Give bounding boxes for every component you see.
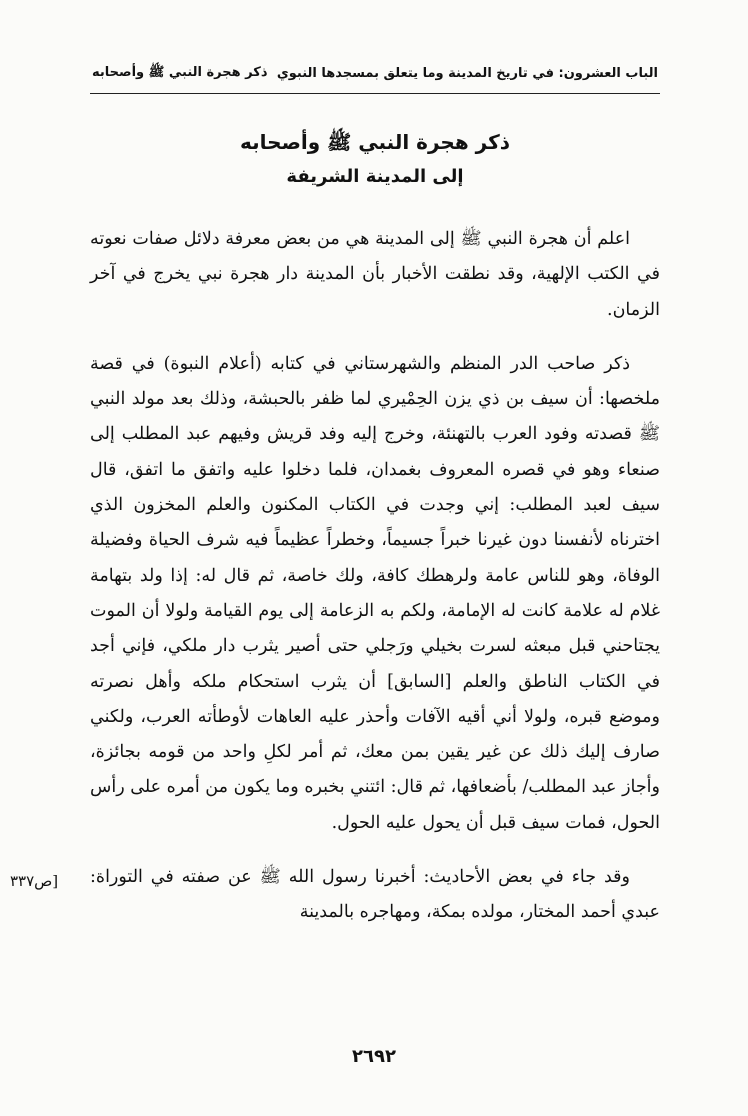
section-title [90, 124, 660, 194]
paragraph-3: وقد جاء في بعض الأحاديث: أخبرنا رسول الله ﷺ عن صفته في التوراة: عبدي أحمد المختار، مولده بمكة، ومهاجره بالمدينة [90, 867, 660, 923]
paragraph-2: ذكر صاحب الدر المنظم والشهرستاني في كتابه (أعلام النبوة) في قصة ملخصها: أن سيف بن ذي يزن الحِمْيري لما ظفر بالحبشة، وذلك بعد مولد النبي ﷺ قصدته وفود العرب بالتهنئة، وخرج إليه وفد قريش وفيهم عبد المطلب إلى صنعاء وهو في قصره المعروف بغمدان، فلما دخلوا عليه واتفق ما اتفق، قال سيف لعبد المطلب: إني وجدت في الكتاب المكنون والعلم المخزون الذي اخترناه لأنفسنا دون غيرنا خبراً جسيماً، وخطراً عظيماً فيه شرف الحياة وفضيلة الوفاة، وهو للناس عامة ولرهطك كافة، ولك خاصة، ثم قال له: إذا ولد بتهامة غلام له علامة كانت له الإمامة، ولكم به الزعامة إلى يوم القيامة ولولا أن الموت يجتاحني قبل مبعثه لسرت بخيلي ورَجلي حتى أصير يثرب دار ملكي، فإني أجد في الكتاب الناطق والعلم [السابق] أن يثرب استحكام ملكه وأهل نصرته وموضع قبره، ولولا أني أقيه الآفات وأحذر عليه العاهات لأوطأته العرب، ولكني صارف إليك ذلك عن غير يقين بمن معك، ثم أمر لكلِ واحد من قومه بجائزة، وأجاز عبد المطلب/ بأضعافها، ثم قال: ائتني بخبره وما يكون من أمره على رأس الحول، فمات سيف قبل أن يحول عليه الحول. [90, 353, 660, 833]
body-text [90, 222, 660, 950]
section-title-line-1: ذكر هجرة النبي ﷺ وأصحابه [240, 130, 510, 154]
running-header-section: ذكر هجرة النبي ﷺ وأصحابه [92, 65, 268, 80]
paragraph-1: اعلم أن هجرة النبي ﷺ إلى المدينة هي من بعض معرفة دلائل صفات نعوته في الكتب الإلهية، وقد نطقت الأخبار بأن المدينة دار هجرة نبي يخرج في آخر الزمان. [90, 229, 660, 320]
page-number: ٢٦٩٢ [352, 1046, 396, 1067]
margin-page-reference: [ص٣٣٧ [10, 872, 59, 890]
running-header [92, 64, 658, 83]
section-title-line-2: إلى المدينة الشريفة [286, 166, 464, 187]
running-header-chapter: الباب العشرون: في تاريخ المدينة وما يتعلق بمسجدها النبوي [276, 66, 658, 81]
header-divider [90, 93, 660, 94]
